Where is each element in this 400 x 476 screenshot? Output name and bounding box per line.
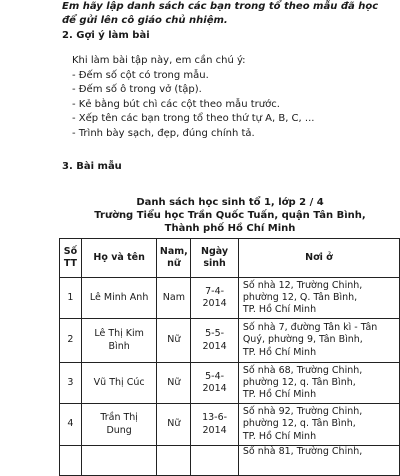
table-row xyxy=(60,278,400,319)
cell-gender xyxy=(157,446,191,476)
cell-gender: Nữ xyxy=(157,404,191,446)
cell-dob: 5-4-2014 xyxy=(191,363,238,404)
tip-item: - Kẻ bằng bút chì các cột theo mẫu trước. xyxy=(72,98,280,110)
section-2-heading: 2. Gợi ý làm bài xyxy=(62,30,150,41)
section-3-heading: 3. Bài mẫu xyxy=(62,161,122,172)
cell-gender: Nữ xyxy=(157,319,191,363)
table-header-row xyxy=(60,239,400,278)
tips-list xyxy=(72,54,314,142)
cell-address: Số nhà 12, Trường Chinh, phường 12, Q. Tân Bình, TP. Hồ Chí Minh xyxy=(238,278,399,319)
cell-address: Số nhà 68, Trường Chinh, phường 12, q. Tân Bình, TP. Hồ Chí Minh xyxy=(238,363,399,404)
table-title-line-3: Thành phố Hồ Chí Minh xyxy=(164,223,296,234)
table-row xyxy=(60,404,400,446)
cell-name xyxy=(81,446,157,476)
table-row xyxy=(60,319,400,363)
cell-name: Vũ Thị Cúc xyxy=(81,363,157,404)
cell-gender: Nữ xyxy=(157,363,191,404)
tip-item: - Trình bày sạch, đẹp, đúng chính tả. xyxy=(72,127,255,139)
cell-name: Lê Minh Anh xyxy=(81,278,157,319)
cell-dob: 13-6-2014 xyxy=(191,404,238,446)
cell-dob: 5-5-2014 xyxy=(191,319,238,363)
tips-intro: Khi làm bài tập này, em cần chú ý: xyxy=(72,55,246,66)
tip-item: - Xếp tên các bạn trong tổ theo thứ tự A, B, C, ... xyxy=(72,113,315,125)
cell-dob: 7-4-2014 xyxy=(191,278,238,319)
intro-text: Em hãy lập danh sách các bạn trong tổ theo mẫu đã học để gửi lên cô giáo chủ nhiệm. xyxy=(62,1,379,26)
cell-address: Số nhà 81, Trường Chinh, xyxy=(238,446,399,476)
cell-address: Số nhà 7, đường Tân kì - Tân Quý, phường 9, Tân Bình, TP. Hồ Chí Minh xyxy=(238,319,399,363)
tip-item: - Đếm số cột có trong mẫu. xyxy=(72,69,209,81)
header-gender: Nam, nữ xyxy=(157,239,191,278)
cell-stt xyxy=(60,446,82,476)
cell-stt: 2 xyxy=(60,319,82,363)
cell-stt: 4 xyxy=(60,404,82,446)
table-title-line-1: Danh sách học sinh tổ 1, lớp 2 / 4 xyxy=(136,197,324,208)
table-row xyxy=(60,363,400,404)
table-title xyxy=(60,196,400,235)
cell-dob xyxy=(191,446,238,476)
cell-name: Lê Thị Kim Bình xyxy=(81,319,157,363)
cell-gender: Nam xyxy=(157,278,191,319)
header-dob: Ngày sinh xyxy=(191,239,238,278)
cell-name: Trần Thị Dung xyxy=(81,404,157,446)
table-row xyxy=(60,446,400,476)
header-stt: Số TT xyxy=(60,239,82,278)
table-title-line-2: Trường Tiểu học Trần Quốc Tuấn, quận Tân Bình, xyxy=(94,210,366,221)
header-name: Họ và tên xyxy=(81,239,157,278)
cell-stt: 1 xyxy=(60,278,82,319)
student-list-table xyxy=(59,238,400,476)
cell-address: Số nhà 92, Trường Chinh, phường 12, q. Tân Bình, TP. Hồ Chí Minh xyxy=(238,404,399,446)
header-address: Nơi ở xyxy=(238,239,399,278)
cell-stt: 3 xyxy=(60,363,82,404)
tip-item: - Đếm số ô trong vở (tập). xyxy=(72,84,202,96)
